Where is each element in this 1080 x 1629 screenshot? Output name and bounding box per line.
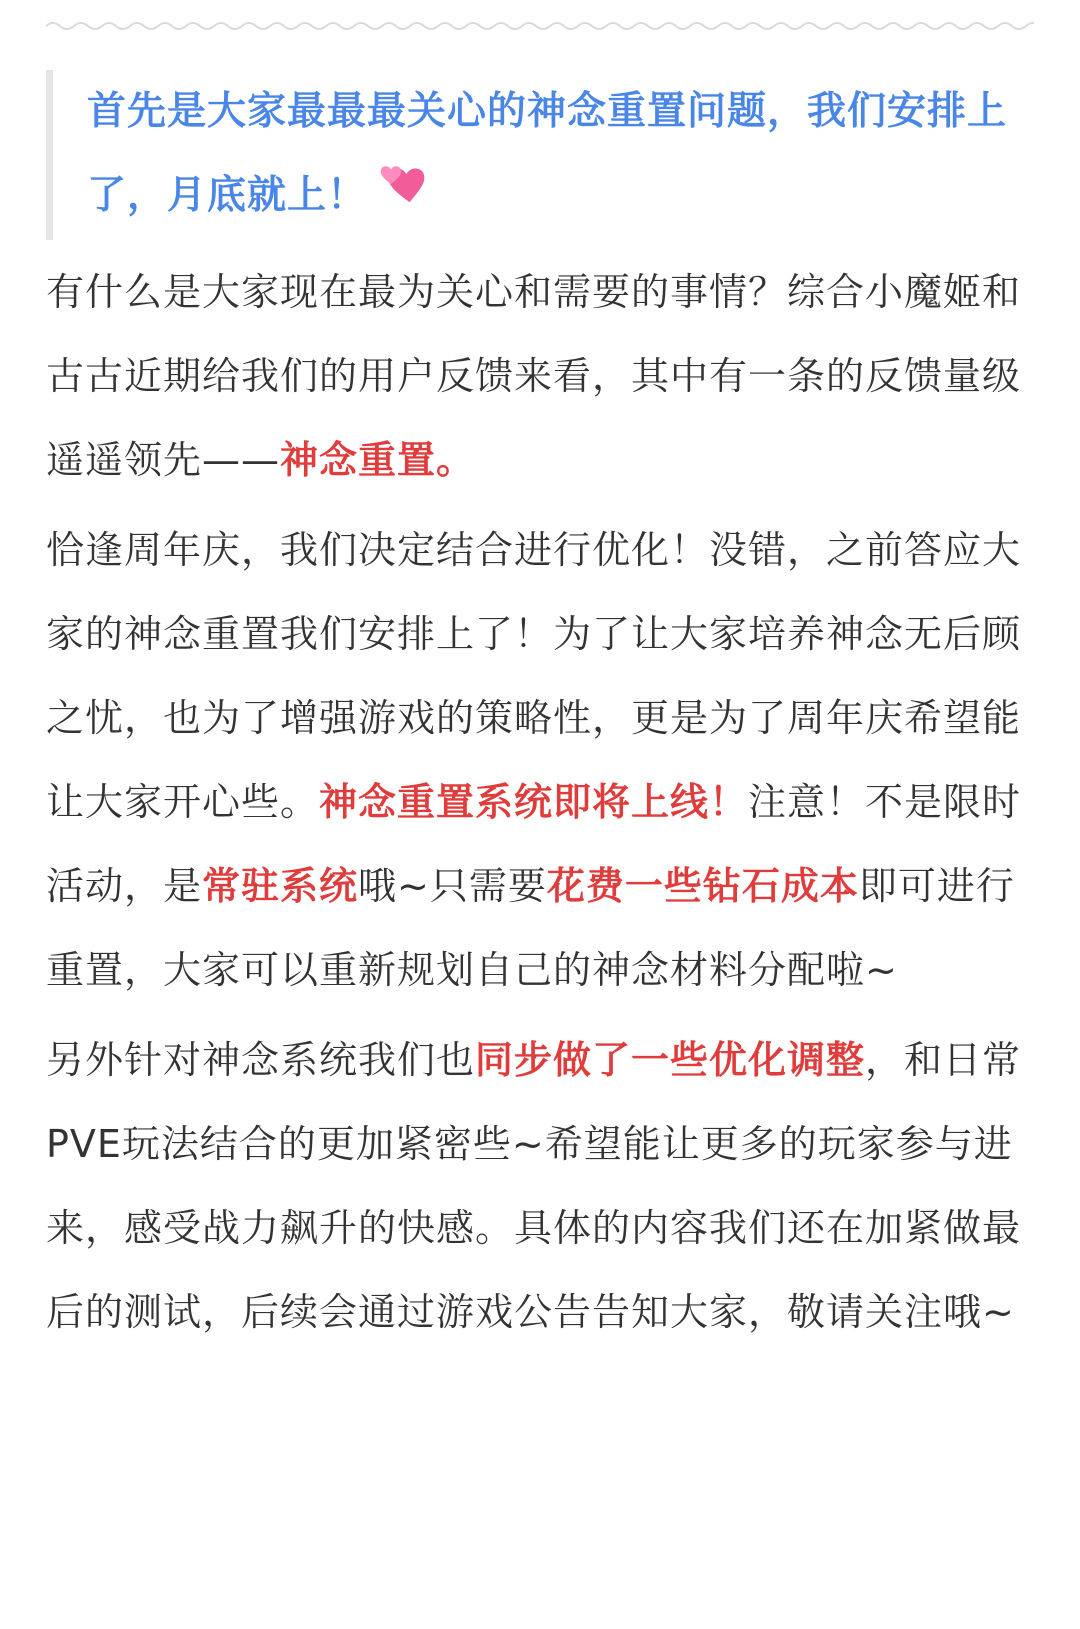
paragraph-feedback [46, 250, 1036, 502]
paragraph-text: 另外针对神念系统我们也 [46, 1037, 476, 1082]
article-body [46, 70, 1036, 1360]
highlight-text: 同步做了一些优化调整 [475, 1037, 866, 1082]
paragraph-text: 哦~只需要 [358, 863, 547, 908]
highlight-text: 常驻系统 [202, 863, 359, 908]
two-hearts-icon [379, 156, 429, 240]
paragraph-text: 即可进行重置，大家可以重新规划自己的神念材料分配啦~ [46, 863, 1015, 992]
callout-headline: 首先是大家最最最关心的神念重置问题，我们安排上了，月底就上！ [87, 89, 1008, 218]
highlight-text: 花费一些钻石成本 [546, 863, 859, 908]
paragraph-reset-system [46, 508, 1036, 1012]
paragraph-text: 有什么是大家现在最为关心和需要的事情？综合小魔姬和古古近期给我们的用户反馈来看，其中有一条的反馈量级遥遥领先—— [46, 269, 1022, 482]
paragraph-text: ，和日常PVE玩法结合的更加紧密些~希望能让更多的玩家参与进来，感受战力飙升的快感。具体的内容我们还在加紧做最后的测试，后续会通过游戏公告告知大家，敬请关注哦~ [46, 1037, 1022, 1334]
paragraph-optimization [46, 1018, 1036, 1354]
highlight-text: 神念重置。 [280, 437, 476, 482]
callout-quote [46, 70, 1036, 240]
callout-text [87, 70, 1036, 240]
wavy-divider [46, 18, 1034, 34]
paragraph-text: 注意！不是限时活动，是 [46, 779, 1022, 908]
paragraph-text: 恰逢周年庆，我们决定结合进行优化！没错，之前答应大家的神念重置我们安排上了！为了让大家培养神念无后顾之忧，也为了增强游戏的策略性，更是为了周年庆希望能让大家开心些。 [46, 527, 1022, 824]
highlight-text: 神念重置系统即将上线！ [319, 779, 749, 824]
